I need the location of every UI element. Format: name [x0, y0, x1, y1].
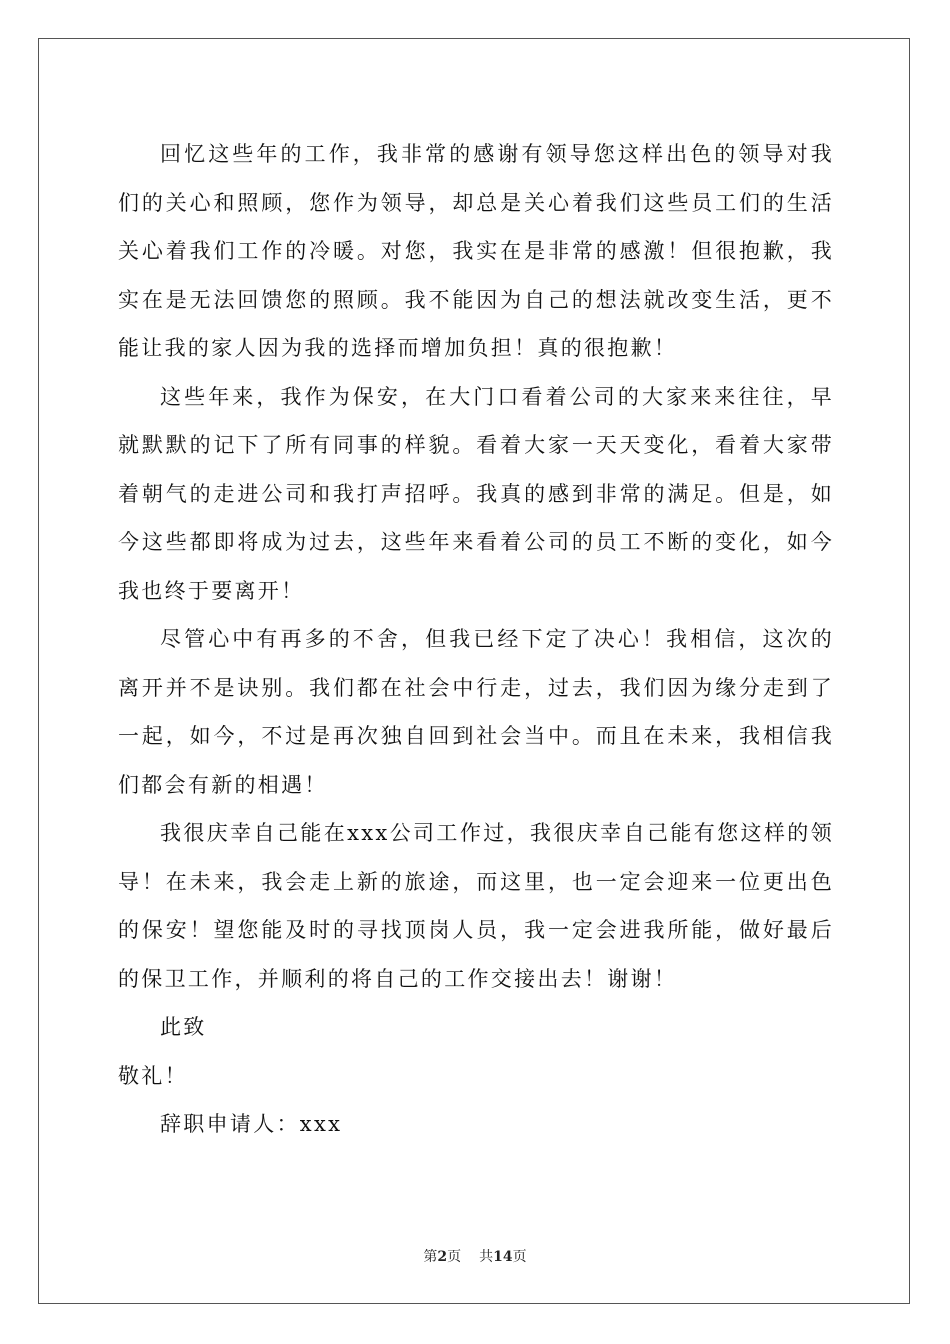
total-pages: 14: [493, 1249, 513, 1265]
letter-body: [118, 130, 834, 1149]
page-footer: [0, 1246, 950, 1266]
page-number: 2: [437, 1249, 448, 1265]
paragraph-4: 我很庆幸自己能在xxx公司工作过，我很庆幸自己能有您这样的领导！在未来，我会走上新的旅途，而这里，也一定会迎来一位更出色的保安！望您能及时的寻找顶岗人员，我一定会进我所能，做好最后的保卫工作，并顺利的将自己的工作交接出去！谢谢！: [118, 821, 834, 991]
closing-salutation: 此致: [160, 1015, 207, 1039]
signature-line: 辞职申请人：xxx: [160, 1112, 343, 1136]
paragraph-1: 回忆这些年的工作，我非常的感谢有领导您这样出色的领导对我们的关心和照顾，您作为领导，却总是关心着我们这些员工们的生活关心着我们工作的冷暖。对您，我实在是非常的感激！但很抱歉，我实在是无法回馈您的照顾。我不能因为自己的想法就改变生活，更不能让我的家人因为我的选择而增加负担！真的很抱歉！: [118, 142, 834, 360]
page-suffix: 页: [447, 1249, 462, 1265]
paragraph-2: 这些年来，我作为保安，在大门口看着公司的大家来来往往，早就默默的记下了所有同事的样貌。看着大家一天天变化，看着大家带着朝气的走进公司和我打声招呼。我真的感到非常的满足。但是，如今这些都即将成为过去，这些年来看着公司的员工不断的变化，如今我也终于要离开！: [118, 384, 834, 603]
paragraph-3: 尽管心中有再多的不舍，但我已经下定了决心！我相信，这次的离开并不是诀别。我们都在社会中行走，过去，我们因为缘分走到了一起，如今，不过是再次独自回到社会当中。而且在未来，我相信我们都会有新的相遇！: [118, 627, 834, 797]
total-prefix: 共: [479, 1249, 494, 1265]
total-suffix: 页: [512, 1249, 527, 1265]
closing-regards: 敬礼！: [118, 1063, 188, 1088]
page-prefix: 第: [423, 1249, 438, 1265]
